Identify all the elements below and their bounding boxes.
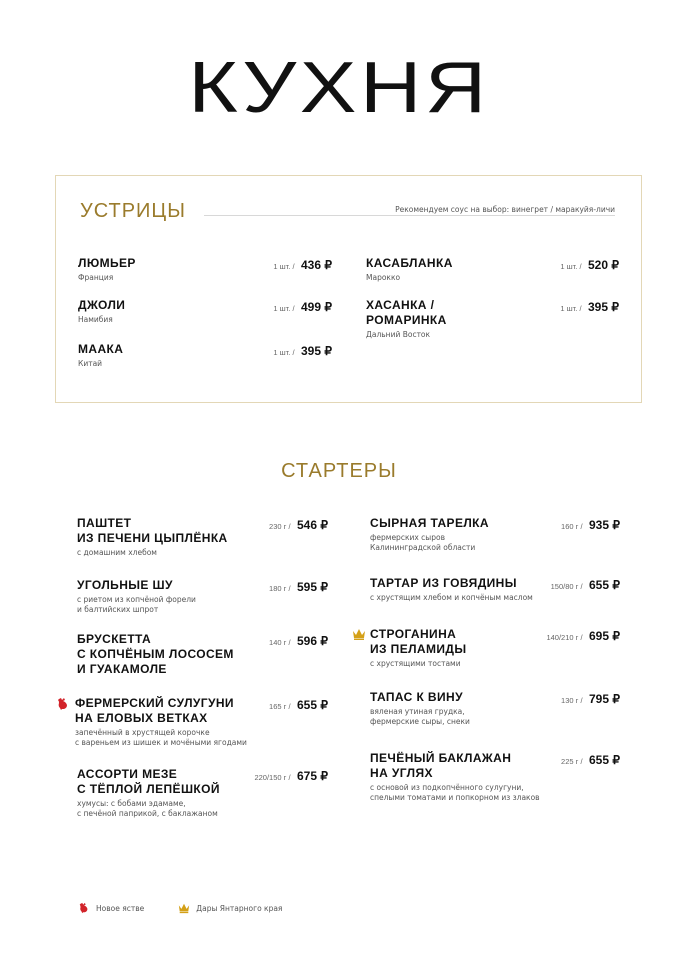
item-price xyxy=(561,751,620,769)
oysters-divider xyxy=(204,215,615,216)
item-amount: 655 ₽ xyxy=(589,753,620,767)
item-name-line-1: ФЕРМЕРСКИЙ СУЛУГУНИ xyxy=(75,696,234,710)
item-desc-line-1: хумусы: с бобами эдамаме, xyxy=(77,799,186,808)
item-name-line-2: ИЗ ПЕЛАМИДЫ xyxy=(370,642,467,656)
item-name-line-1: БРУСКЕТТА xyxy=(77,632,152,646)
item-name: ДЖОЛИ xyxy=(78,298,126,312)
item-amount: 595 ₽ xyxy=(297,580,328,594)
item-price xyxy=(273,256,332,274)
item-desc-line-2: с вареньем из шишек и мочёными ягодами xyxy=(75,738,247,747)
starters-title: СТАРТЕРЫ xyxy=(281,460,397,482)
item-desc-line-2: с печёной паприкой, с баклажаном xyxy=(77,809,218,818)
item-desc-line-2: спелыми томатами и попкорном из злаков xyxy=(370,793,540,802)
item-name-line-1: СТРОГАНИНА xyxy=(370,627,457,641)
rooster-icon xyxy=(56,697,70,711)
rooster-icon xyxy=(78,902,90,914)
item-price xyxy=(561,690,620,708)
item-portion: 1 шт. / xyxy=(273,348,295,357)
legend-amber-region xyxy=(178,902,282,914)
item-desc: Намибия xyxy=(78,315,113,324)
item-name-line-1: АССОРТИ МЕЗЕ xyxy=(77,767,178,781)
item-desc: Дальний Восток xyxy=(366,330,431,339)
item-name-line-2: НА УГЛЯХ xyxy=(370,766,433,780)
menu-item-eggplant xyxy=(370,751,620,803)
menu-item-maaka xyxy=(78,342,332,369)
oysters-title: УСТРИЦЫ xyxy=(80,200,186,222)
crown-icon xyxy=(352,627,366,641)
item-amount: 655 ₽ xyxy=(589,578,620,592)
item-desc-line-1: вяленая утиная грудка, xyxy=(370,707,465,716)
legend xyxy=(78,902,316,914)
item-price xyxy=(546,627,620,645)
item-desc: с домашним хлебом xyxy=(77,548,157,557)
item-amount: 395 ₽ xyxy=(301,344,332,358)
item-desc: с хрустящими тостами xyxy=(370,659,461,668)
menu-item-lumier xyxy=(78,256,332,283)
item-portion: 165 г / xyxy=(269,702,291,711)
item-name-line-1: ХАСАНКА / xyxy=(366,298,435,312)
item-portion: 150/80 г / xyxy=(550,582,583,591)
item-price xyxy=(561,516,620,534)
item-price xyxy=(269,632,328,650)
item-price xyxy=(273,298,332,316)
item-price xyxy=(560,256,619,274)
menu-item-stroganina xyxy=(370,627,620,669)
item-desc-line-1: запечённый в хрустящей корочке xyxy=(75,728,210,737)
item-price xyxy=(551,576,620,594)
item-amount: 675 ₽ xyxy=(297,769,328,783)
menu-item-beef-tartare xyxy=(370,576,620,603)
item-desc: с хрустящим хлебом и копчёным маслом xyxy=(370,593,533,602)
item-desc: Франция xyxy=(78,273,114,282)
item-name-line-2: НА ЕЛОВЫХ ВЕТКАХ xyxy=(75,711,208,725)
item-amount: 795 ₽ xyxy=(589,692,620,706)
item-portion: 130 г / xyxy=(561,696,583,705)
item-portion: 160 г / xyxy=(561,522,583,531)
item-amount: 395 ₽ xyxy=(588,300,619,314)
item-portion: 140/210 г / xyxy=(546,633,583,642)
item-price xyxy=(269,696,328,714)
item-name-line-2: С ТЁПЛОЙ ЛЕПЁШКОЙ xyxy=(77,782,220,796)
item-name-line-2: РОМАРИНКА xyxy=(366,313,447,327)
item-desc-line-2: Калининградской области xyxy=(370,543,476,552)
item-portion: 230 г / xyxy=(269,522,291,531)
item-desc: Китай xyxy=(78,359,103,368)
item-name: КАСАБЛАНКА xyxy=(366,256,453,270)
item-amount: 655 ₽ xyxy=(297,698,328,712)
crown-icon xyxy=(178,902,190,914)
item-portion: 180 г / xyxy=(269,584,291,593)
item-amount: 436 ₽ xyxy=(301,258,332,272)
menu-item-tapas xyxy=(370,690,620,727)
menu-item-choux xyxy=(77,578,328,615)
item-price xyxy=(254,767,328,785)
item-name: ЛЮМЬЕР xyxy=(78,256,136,270)
item-desc-line-1: с риетом из копчёной форели xyxy=(77,595,196,604)
item-name-line-3: И ГУАКАМОЛЕ xyxy=(77,662,167,676)
item-name-line-2: С КОПЧЁНЫМ ЛОСОСЕМ xyxy=(77,647,234,661)
item-name: СЫРНАЯ ТАРЕЛКА xyxy=(370,516,489,530)
item-portion: 1 шт. / xyxy=(273,262,295,271)
menu-item-pate xyxy=(77,516,328,558)
item-price xyxy=(269,516,328,534)
menu-item-cheese-plate xyxy=(370,516,620,553)
legend-new-dish xyxy=(78,902,144,914)
legend-new-dish-label: Новое ястве xyxy=(96,903,145,913)
item-name: МААКА xyxy=(78,342,124,356)
item-desc: Марокко xyxy=(366,273,401,282)
item-desc-line-2: фермерские сыры, снеки xyxy=(370,717,470,726)
item-price xyxy=(560,298,619,316)
item-desc-line-1: с основой из подкопчённого сулугуни, xyxy=(370,783,524,792)
item-price xyxy=(269,578,328,596)
item-portion: 220/150 г / xyxy=(254,773,291,782)
item-portion: 1 шт. / xyxy=(560,262,582,271)
menu-item-bruschetta xyxy=(77,632,328,677)
oysters-section xyxy=(55,175,642,403)
menu-item-casablanca xyxy=(366,256,619,283)
item-amount: 695 ₽ xyxy=(589,629,620,643)
page-title: КУХНЯ xyxy=(188,48,490,128)
item-price xyxy=(273,342,332,360)
legend-amber-region-label: Дары Янтарного края xyxy=(196,903,283,913)
item-amount: 935 ₽ xyxy=(589,518,620,532)
item-name: ТАРТАР ИЗ ГОВЯДИНЫ xyxy=(370,576,517,590)
item-name-line-1: ПЕЧЁНЫЙ БАКЛАЖАН xyxy=(370,751,512,765)
item-portion: 1 шт. / xyxy=(273,304,295,313)
oysters-sauce-note: Рекомендуем соус на выбор: винегрет / маракуйя-личи xyxy=(389,205,615,214)
item-name: ТАПАС К ВИНУ xyxy=(370,690,463,704)
item-amount: 596 ₽ xyxy=(297,634,328,648)
item-portion: 225 г / xyxy=(561,757,583,766)
item-desc-line-1: фермерских сыров xyxy=(370,533,445,542)
item-amount: 546 ₽ xyxy=(297,518,328,532)
item-name-line-2: ИЗ ПЕЧЕНИ ЦЫПЛЁНКА xyxy=(77,531,228,545)
item-name: УГОЛЬНЫЕ ШУ xyxy=(77,578,173,592)
item-name-line-1: ПАШТЕТ xyxy=(77,516,132,530)
item-amount: 499 ₽ xyxy=(301,300,332,314)
item-portion: 1 шт. / xyxy=(560,304,582,313)
menu-item-joli xyxy=(78,298,332,325)
menu-item-suluguni xyxy=(75,696,328,748)
menu-item-meze xyxy=(77,767,328,819)
item-amount: 520 ₽ xyxy=(588,258,619,272)
item-desc-line-2: и балтийских шпрот xyxy=(77,605,159,614)
menu-item-khasanka xyxy=(366,298,619,340)
item-portion: 140 г / xyxy=(269,638,291,647)
